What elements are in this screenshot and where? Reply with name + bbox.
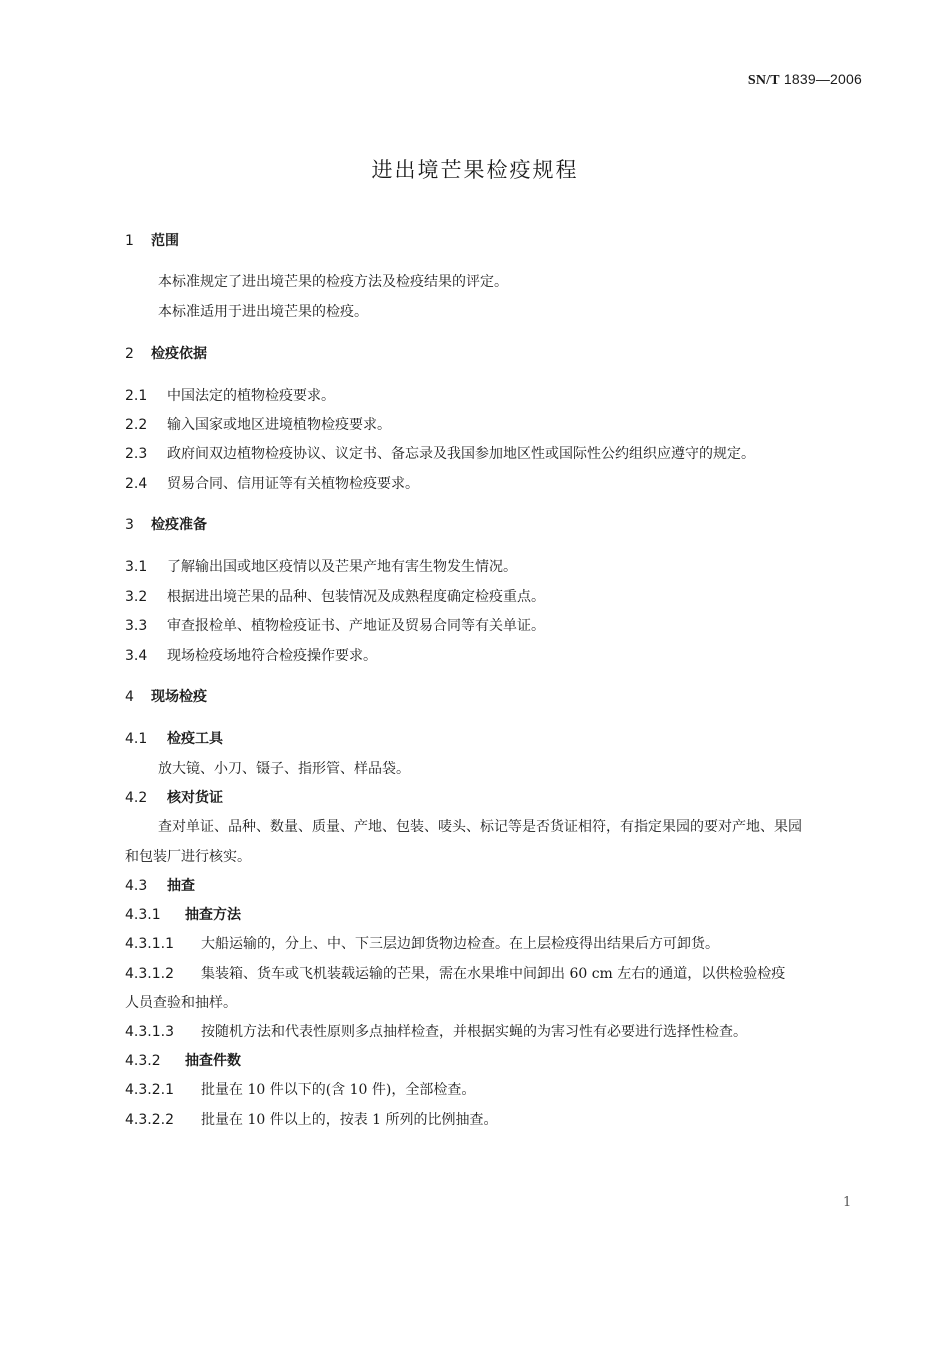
clause-number: 2.3	[125, 446, 148, 462]
clause-2-3	[125, 445, 755, 463]
clause-number: 4.3.1.3	[125, 1024, 174, 1040]
section-label: 范围	[151, 233, 179, 249]
section-number: 4	[125, 689, 134, 705]
clause-text: 现场检疫场地符合检疫操作要求。	[167, 648, 377, 664]
clause-3-2	[125, 588, 545, 606]
section-label: 现场检疫	[151, 689, 207, 705]
clause-2-1	[125, 387, 335, 405]
subsection-number: 4.3.1	[125, 907, 161, 923]
clause-number: 4.3.1.2	[125, 966, 174, 982]
page-number: 1	[843, 1195, 852, 1210]
clause-text: 集装箱、货车或飞机装载运输的芒果，需在水果堆中间卸出 60 cm 左右的通道，以供检验检疫	[201, 966, 786, 982]
subsection-number: 4.3	[125, 878, 148, 894]
section-number: 3	[125, 517, 134, 533]
clause-number: 3.1	[125, 559, 148, 575]
clause-number: 2.2	[125, 417, 148, 433]
clause-number: 4.3.2.1	[125, 1082, 174, 1098]
clause-text: 大船运输的，分上、中、下三层边卸货物边检查。在上层检疫得出结果后方可卸货。	[201, 936, 719, 952]
subsection-heading-4-3-1	[125, 906, 241, 924]
section-number: 1	[125, 233, 134, 249]
subsection-number: 4.2	[125, 790, 148, 806]
paragraph: 查对单证、品种、数量、质量、产地、包装、唛头、标记等是否货证相符，有指定果园的要对产地、果园	[158, 819, 802, 835]
subsection-number: 4.3.2	[125, 1053, 161, 1069]
paragraph: 本标准适用于进出境芒果的检疫。	[158, 304, 368, 320]
clause-text: 了解输出国或地区疫情以及芒果产地有害生物发生情况。	[167, 559, 517, 575]
subsection-label: 抽查	[167, 878, 195, 894]
clause-2-2	[125, 416, 391, 434]
document-title: 进出境芒果检疫规程	[371, 158, 579, 182]
clause-number: 3.4	[125, 648, 148, 664]
paragraph: 放大镜、小刀、镊子、指形管、样品袋。	[158, 761, 410, 777]
section-heading-1	[125, 232, 179, 250]
clause-text: 审查报检单、植物检疫证书、产地证及贸易合同等有关单证。	[167, 618, 545, 634]
clause-text: 批量在 10 件以上的，按表 1 所列的比例抽查。	[201, 1112, 498, 1128]
subsection-heading-4-1	[125, 730, 223, 748]
section-heading-2	[125, 345, 207, 363]
subsection-heading-4-3	[125, 877, 195, 895]
clause-text: 批量在 10 件以下的(含 10 件)，全部检查。	[201, 1082, 476, 1098]
clause-text: 根据进出境芒果的品种、包装情况及成熟程度确定检疫重点。	[167, 589, 545, 605]
clause-4-3-2-2	[125, 1111, 498, 1129]
section-number: 2	[125, 346, 134, 362]
clause-4-3-1-3	[125, 1023, 747, 1041]
clause-number: 3.3	[125, 618, 148, 634]
section-heading-4	[125, 688, 207, 706]
clause-4-3-1-1	[125, 935, 719, 953]
subsection-heading-4-3-2	[125, 1052, 241, 1070]
clause-number: 4.3.2.2	[125, 1112, 174, 1128]
clause-4-3-1-2	[125, 965, 785, 983]
clause-number: 4.3.1.1	[125, 936, 174, 952]
paragraph-continuation: 和包装厂进行核实。	[125, 849, 251, 865]
clause-text: 中国法定的植物检疫要求。	[167, 388, 335, 404]
clause-3-3	[125, 617, 545, 635]
subsection-label: 核对货证	[167, 790, 223, 806]
section-label: 检疫准备	[151, 517, 207, 533]
clause-number: 3.2	[125, 589, 148, 605]
section-label: 检疫依据	[151, 346, 207, 362]
subsection-label: 检疫工具	[167, 731, 223, 747]
paragraph: 本标准规定了进出境芒果的检疫方法及检疫结果的评定。	[158, 274, 508, 290]
standard-number: 1839—2006	[779, 71, 862, 87]
clause-number: 2.4	[125, 476, 148, 492]
clause-3-1	[125, 558, 517, 576]
clause-3-4	[125, 647, 377, 665]
subsection-heading-4-2	[125, 789, 223, 807]
section-heading-3	[125, 516, 207, 534]
subsection-number: 4.1	[125, 731, 148, 747]
clause-text: 按随机方法和代表性原则多点抽样检查，并根据实蝇的为害习性有必要进行选择性检查。	[201, 1024, 747, 1040]
subsection-label: 抽查件数	[185, 1053, 241, 1069]
clause-number: 2.1	[125, 388, 148, 404]
clause-continuation: 人员查验和抽样。	[125, 995, 237, 1011]
clause-text: 政府间双边植物检疫协议、议定书、备忘录及我国参加地区性或国际性公约组织应遵守的规定。	[167, 446, 755, 462]
clause-text: 输入国家或地区进境植物检疫要求。	[167, 417, 391, 433]
clause-text: 贸易合同、信用证等有关植物检疫要求。	[167, 476, 419, 492]
clause-4-3-2-1	[125, 1081, 475, 1099]
subsection-label: 抽查方法	[185, 907, 241, 923]
standard-code	[748, 71, 862, 89]
clause-2-4	[125, 475, 419, 493]
standard-prefix: SN/T	[747, 73, 780, 88]
